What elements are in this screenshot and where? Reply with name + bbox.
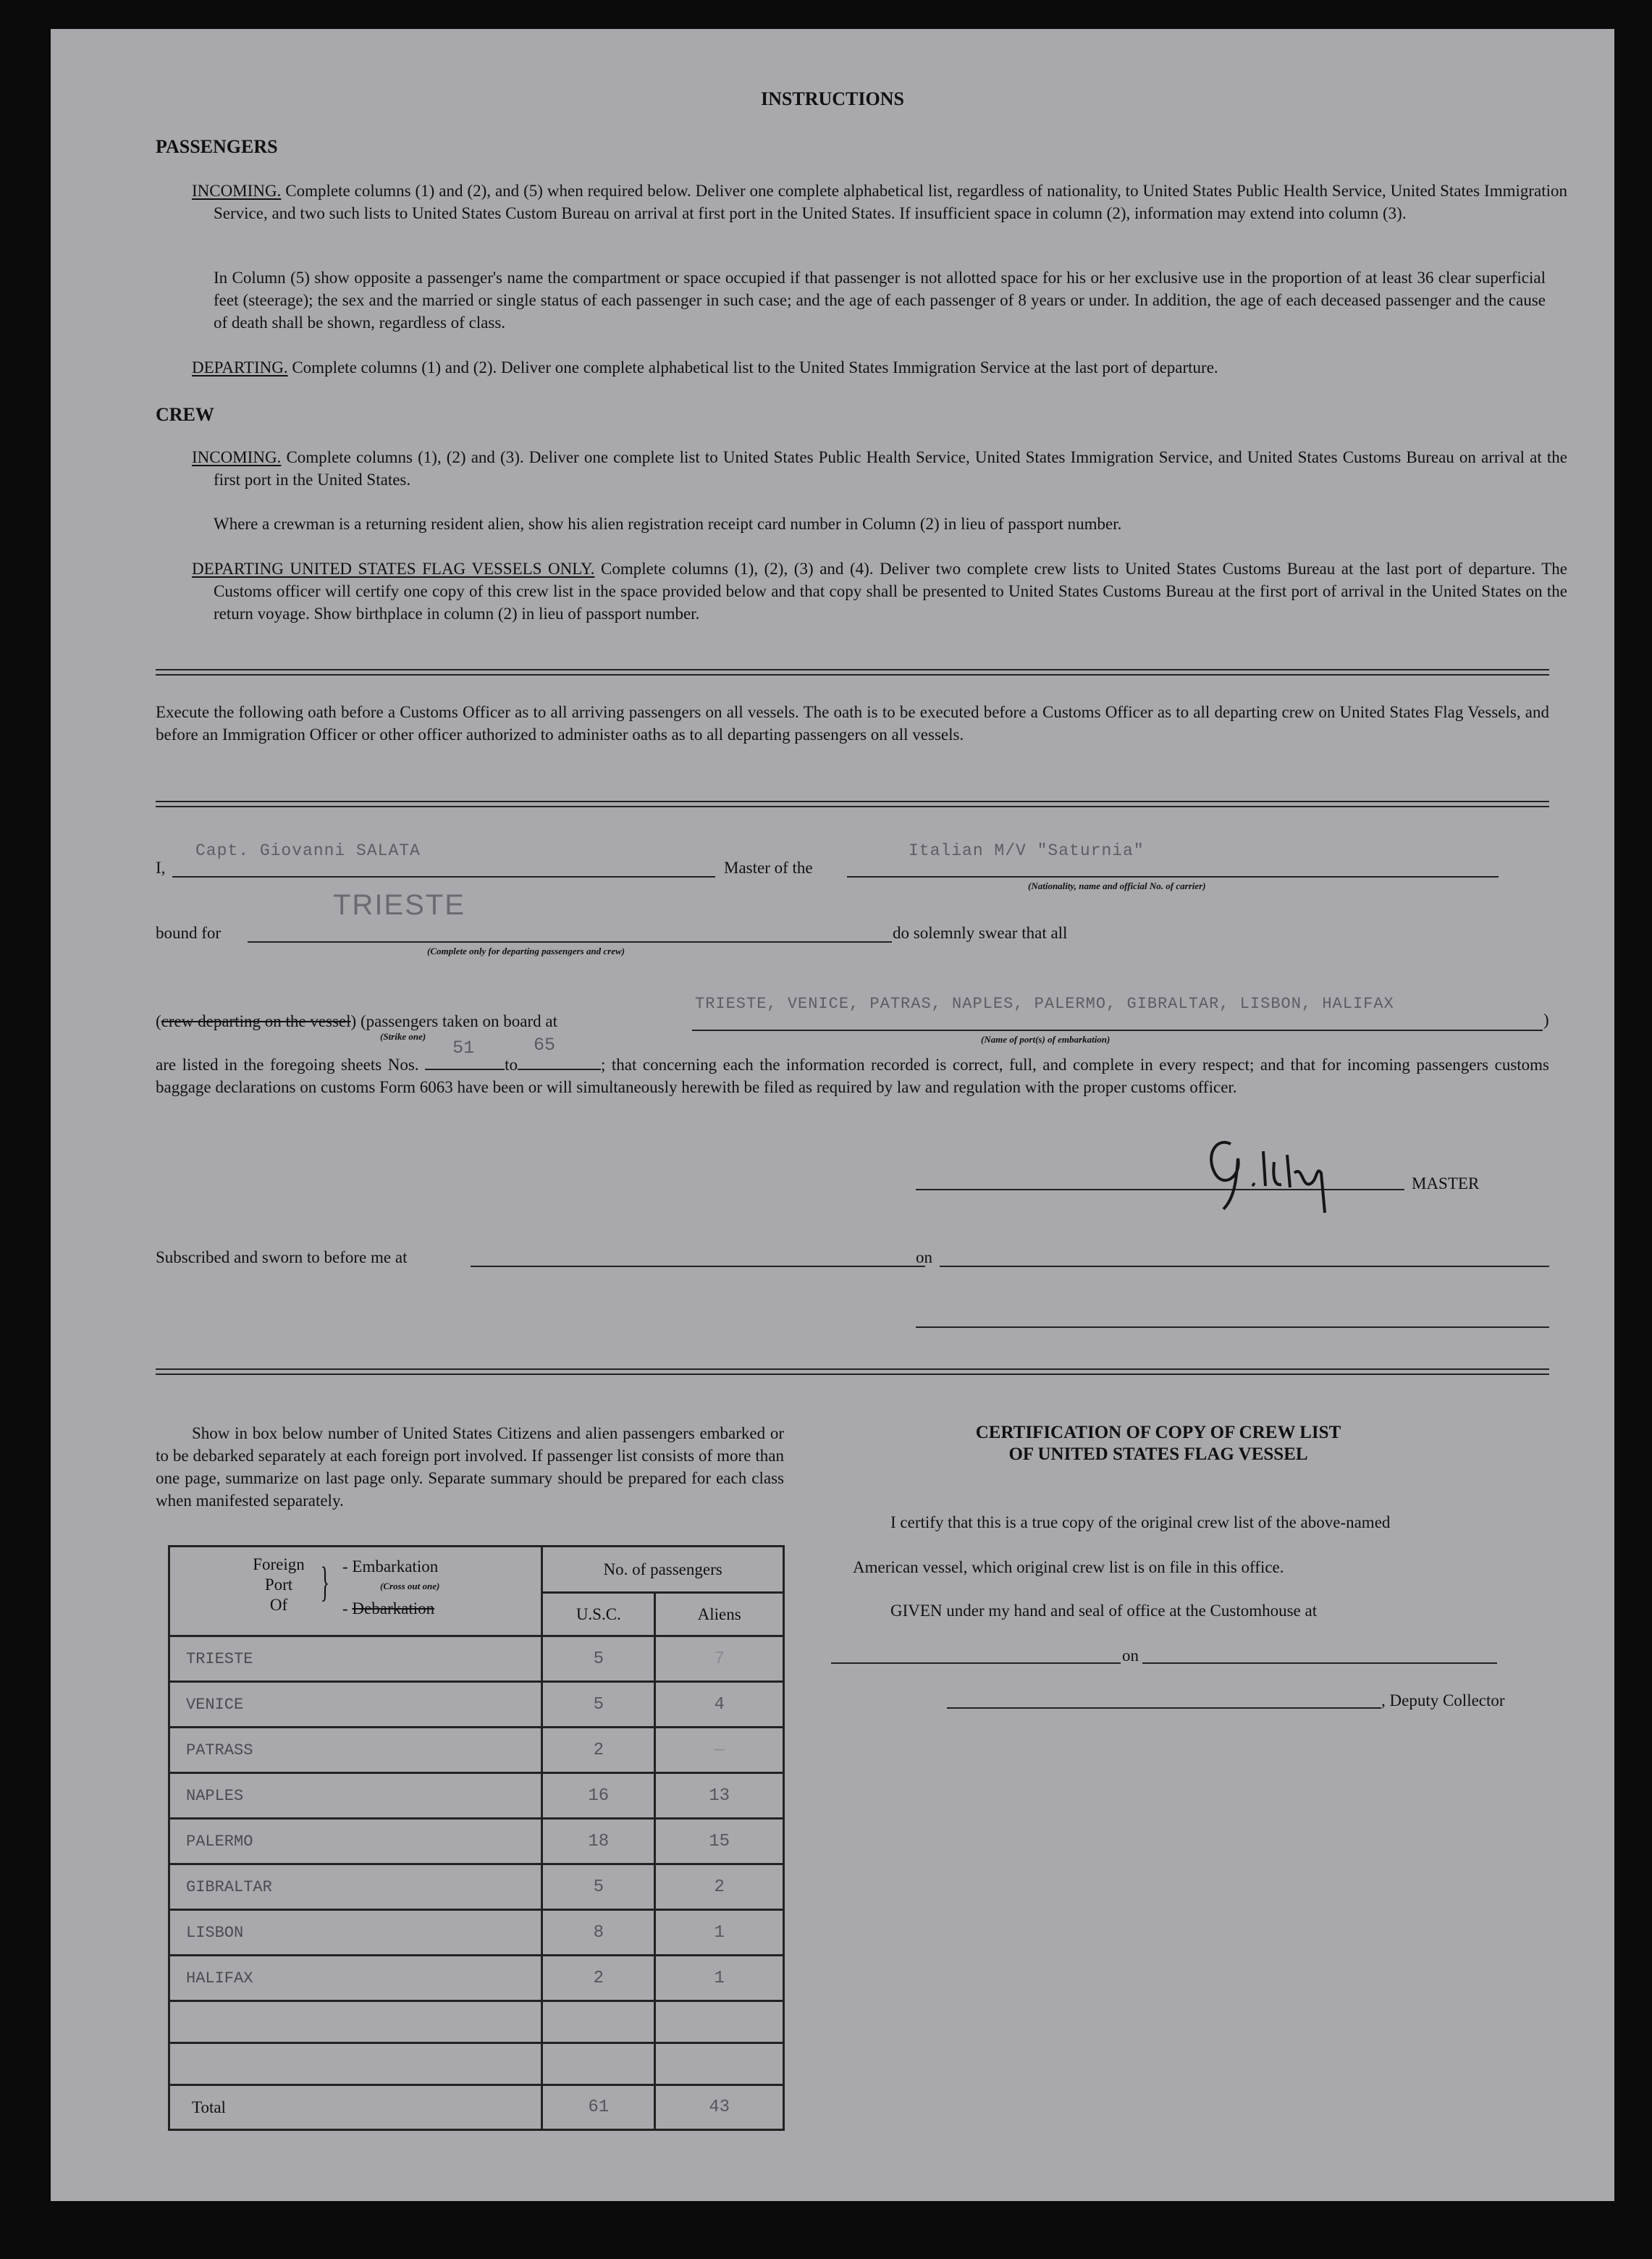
incoming-label: INCOMING. (192, 182, 282, 200)
table-row (169, 1636, 784, 1682)
certification-place-line[interactable] (831, 1662, 1121, 1664)
usc-cell: 18 (542, 1819, 655, 1864)
total-usc: 61 (542, 2085, 655, 2130)
officer-signature-line[interactable] (916, 1326, 1549, 1328)
usc-header: U.S.C. (542, 1593, 655, 1636)
debarkation-strike: Debarkation (352, 1599, 435, 1618)
deputy-collector-label: , Deputy Collector (1381, 1691, 1505, 1709)
master-label: MASTER (1412, 1174, 1480, 1192)
divider-2 (156, 801, 1549, 807)
port-header-cell (169, 1547, 542, 1636)
divider-1 (156, 669, 1549, 676)
table-row (169, 2043, 784, 2085)
table-row (169, 1728, 784, 1773)
embarkation-label: - Embarkation (342, 1557, 439, 1576)
usc-cell: 2 (542, 1956, 655, 2001)
aliens-cell: 1 (655, 1910, 784, 1956)
crew-passengers-clause: (crew departing on the vessel) (passengers taken on board at (156, 1012, 558, 1030)
ports-caption: (Name of port(s) of embarkation) (981, 1034, 1111, 1045)
aliens-cell: 1 (655, 1956, 784, 2001)
crew-departing-text: Complete columns (1), (2), (3) and (4). Deliver two complete crew lists to United States Customs Bureau at the last port of departure. The Customs officer will certify one copy of this crew list in the space provided below and that copy shall be presented to United States Customs Bureau at the first port of arrival in the United States on the return voyage. Show birthplace in column (2) in lieu of passport number. (214, 560, 1568, 623)
total-aliens: 43 (655, 2085, 784, 2130)
total-label: Total (169, 2085, 542, 2130)
sheets-label: are listed in the foregoing sheets Nos. (156, 1056, 419, 1074)
form-sheet (51, 29, 1614, 2201)
cross-out-caption: (Cross out one) (380, 1581, 440, 1591)
usc-cell: 5 (542, 1636, 655, 1682)
to-label: to (505, 1056, 518, 1074)
crew-incoming-text: Complete columns (1), (2) and (3). Deliver one complete list to United States Public Health Service, United States Immigration Service, and United States Customs Bureau on arrival at the first port in the United States. (214, 448, 1567, 489)
given-line: GIVEN under my hand and seal of office at the Customhouse at (890, 1602, 1318, 1620)
usc-cell[interactable] (542, 2043, 655, 2085)
usc-cell: 8 (542, 1910, 655, 1956)
foreign-port-label (235, 1555, 322, 1615)
passengers-departing-paragraph (192, 356, 1546, 379)
passengers-column5-paragraph: In Column (5) show opposite a passenger's name the compartment or space occupied if that passenger is not allotted space for his or her exclusive use in the proportion of at least 36 clear superficial feet (steerage); the sex and the married or single status of each passenger in such case; and the age of each passenger of 8 years or under. In addition, the age of each deceased passenger and the cause of death shall be shown, regardless of class. (214, 269, 1546, 332)
summary-instruction: Show in box below number of United States Citizens and alien passengers embarked or to be debarked separately at each foreign port involved. If passenger list consists of more than one page, summarize on last page only. Separate summary should be prepared for each class when manifested separately. (156, 1424, 784, 1510)
section-crew: CREW (156, 404, 214, 425)
crew-departing-strike: crew departing on the vessel (161, 1012, 351, 1030)
oath-instruction: Execute the following oath before a Customs Officer as to all arriving passengers on all vessels. The oath is to be executed before a Customs Officer as to all departing crew on United States Flag Vessels, and before an Immigration Officer or other officer authorized to administer oaths as to all departing passengers on all vessels. (156, 703, 1549, 744)
aliens-cell: 2 (655, 1864, 784, 1910)
of-label: Of (269, 1596, 288, 1614)
table-row (169, 1910, 784, 1956)
port-cell: PALERMO (169, 1819, 542, 1864)
aliens-cell: — (655, 1728, 784, 1773)
passengers-taken-label: (passengers taken on board at (360, 1012, 558, 1030)
passengers-incoming-paragraph (192, 180, 1567, 224)
table-row (169, 1682, 784, 1728)
departing-text: Complete columns (1) and (2). Deliver one complete alphabetical list to the United States Immigration Service at the last port of departure. (292, 358, 1218, 376)
section-passengers: PASSENGERS (156, 136, 278, 157)
port-cell: TRIESTE (169, 1636, 542, 1682)
bound-for-line (248, 941, 892, 943)
aliens-cell: 13 (655, 1773, 784, 1819)
vessel-line (847, 876, 1499, 878)
certification-date-line[interactable] (1142, 1662, 1497, 1664)
crew-departing-label: DEPARTING UNITED STATES FLAG VESSELS ONLY. (192, 560, 595, 578)
port-cell[interactable] (169, 2001, 542, 2043)
table-row (169, 1773, 784, 1819)
deputy-collector-line[interactable] (947, 1707, 1381, 1709)
usc-cell: 5 (542, 1682, 655, 1728)
certification-title (876, 1422, 1441, 1465)
cert-on-label: on (1122, 1646, 1139, 1665)
certification-title-line1: CERTIFICATION OF COPY OF CREW LIST (975, 1423, 1341, 1442)
brace-icon: } (320, 1558, 330, 1605)
table-row (169, 1956, 784, 2001)
subscribed-label: Subscribed and sworn to before me at (156, 1248, 408, 1266)
page-title: INSTRUCTIONS (761, 88, 904, 109)
strike-caption: (Strike one) (380, 1031, 426, 1042)
master-signature (1202, 1122, 1339, 1216)
master-of-label: Master of the (724, 859, 813, 877)
vessel-field[interactable]: Italian M/V "Saturnia" (909, 841, 1145, 860)
port-cell: GIBRALTAR (169, 1864, 542, 1910)
sheet-from-field[interactable]: 51 (452, 1038, 475, 1059)
aliens-cell[interactable] (655, 2043, 784, 2085)
divider-3 (156, 1368, 1549, 1375)
certify-line2: American vessel, which original crew list is on file in this office. (853, 1558, 1284, 1576)
usc-cell: 16 (542, 1773, 655, 1819)
sheet-from-line (425, 1038, 505, 1070)
port-cell: VENICE (169, 1682, 542, 1728)
certify-line1: I certify that this is a true copy of the original crew list of the above-named (890, 1513, 1391, 1531)
table-row (169, 2001, 784, 2043)
table-row (169, 1819, 784, 1864)
on-label: on (916, 1248, 932, 1266)
master-name-field[interactable]: Capt. Giovanni SALATA (195, 841, 421, 860)
port-cell: PATRASS (169, 1728, 542, 1773)
crew-incoming-paragraph (192, 446, 1567, 491)
no-passengers-header: No. of passengers (542, 1547, 784, 1593)
incoming-text: Complete columns (1) and (2), and (5) when required below. Deliver one complete alphabetical list, regardless of nationality, to United States Public Health Service, United States Immigration Service, and two such lists to United States Custom Bureau on arrival at first port in the United States. If insufficient space in column (2), information may extend into column (3). (214, 182, 1568, 222)
subscribed-place-line[interactable] (471, 1266, 925, 1267)
port-cell: LISBON (169, 1910, 542, 1956)
total-row (169, 2085, 784, 2130)
passenger-summary-table (168, 1545, 785, 2131)
crew-incoming-label: INCOMING. (192, 448, 282, 466)
port-cell[interactable] (169, 2043, 542, 2085)
ports-field[interactable]: TRIESTE, VENICE, PATRAS, NAPLES, PALERMO, GIBRALTAR, LISBON, HALIFAX (695, 995, 1394, 1013)
sheet-to-line (518, 1035, 601, 1070)
aliens-cell: 4 (655, 1682, 784, 1728)
aliens-cell[interactable] (655, 2001, 784, 2043)
bound-for-caption: (Complete only for departing passengers and crew) (427, 946, 625, 956)
oath-i: I, (156, 859, 166, 877)
usc-cell[interactable] (542, 2001, 655, 2043)
debarkation-label: - Debarkation (342, 1599, 435, 1618)
close-paren: ) (1543, 1011, 1549, 1029)
port-label: Port (264, 1576, 293, 1594)
departing-label: DEPARTING. (192, 358, 288, 376)
table-row (169, 1864, 784, 1910)
vessel-caption: (Nationality, name and official No. of carrier) (1028, 880, 1206, 891)
aliens-header: Aliens (655, 1593, 784, 1636)
aliens-cell: 15 (655, 1819, 784, 1864)
master-name-line (172, 876, 715, 878)
usc-cell: 5 (542, 1864, 655, 1910)
certification-title-line2: OF UNITED STATES FLAG VESSEL (1008, 1444, 1308, 1464)
bound-for-field[interactable]: TRIESTE (333, 889, 465, 921)
crew-resident-alien-paragraph: Where a crewman is a returning resident alien, show his alien registration receipt card number in Column (2) in lieu of passport number. (214, 515, 1122, 533)
sheet-to-field[interactable]: 65 (533, 1035, 555, 1056)
crew-departing-paragraph (192, 558, 1567, 625)
port-cell: HALIFAX (169, 1956, 542, 2001)
aliens-cell: 7 (655, 1636, 784, 1682)
subscribed-date-line[interactable] (940, 1266, 1549, 1267)
port-cell: NAPLES (169, 1773, 542, 1819)
bound-for-label: bound for (156, 924, 222, 942)
foreign-label: Foreign (253, 1555, 305, 1573)
usc-cell: 2 (542, 1728, 655, 1773)
ports-line (692, 1030, 1543, 1031)
swear-text: do solemnly swear that all (893, 924, 1068, 942)
oath-body: ; that concerning each the information recorded is correct, full, and complete in every respect; and that for incoming passengers customs baggage declarations on customs Form 6063 have been or will simultaneously herewith be filed as required by law and regulation with the proper customs officer. (156, 1056, 1549, 1096)
